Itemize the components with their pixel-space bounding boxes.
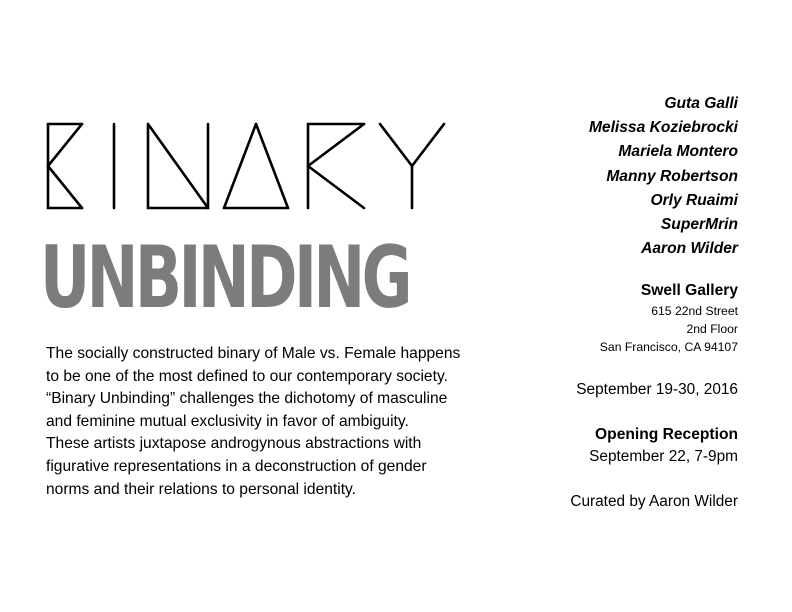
gallery-address-line: 2nd Floor xyxy=(686,322,738,337)
title-letter-b xyxy=(48,124,82,208)
reception-title: Opening Reception xyxy=(595,426,738,444)
description xyxy=(46,343,496,501)
artist-name: Guta Galli xyxy=(664,95,738,112)
title-letter-n xyxy=(148,124,208,208)
description-line: These artists juxtapose androgynous abstractions with xyxy=(46,435,422,453)
gallery-name: Swell Gallery xyxy=(640,282,738,300)
curator-credit: Curated by Aaron Wilder xyxy=(570,493,738,511)
artist-name: Orly Ruaimi xyxy=(650,191,738,209)
reception-date: September 22, 7-9pm xyxy=(589,448,738,466)
artist-name: Aaron Wilder xyxy=(641,240,738,258)
description-line: norms and their relations to personal identity. xyxy=(46,480,357,498)
event-info xyxy=(478,92,738,512)
title-unbinding-text: UNBINDING xyxy=(40,228,409,328)
description-line: and feminine mutual exclusivity in favor of ambiguity. xyxy=(46,412,409,430)
title-letter-r xyxy=(308,124,364,208)
title-unbinding xyxy=(40,228,409,328)
artist-name: Mariela Montero xyxy=(618,143,738,161)
description-line: The socially constructed binary of Male vs. Female happens xyxy=(46,345,461,362)
gallery-address-line: San Francisco, CA 94107 xyxy=(599,340,738,355)
exhibition-dates: September 19-30, 2016 xyxy=(576,381,738,399)
description-line: “Binary Unbinding” challenges the dichotomy of masculine xyxy=(46,390,448,408)
description-line: figurative representations in a deconstruction of gender xyxy=(46,457,427,475)
artist-name: Melissa Koziebrocki xyxy=(588,119,738,137)
description-line: to be one of the most defined to our contemporary society. xyxy=(46,367,448,385)
title-letter-a xyxy=(224,124,288,208)
title-letter-y xyxy=(380,124,444,208)
artist-list xyxy=(478,92,738,261)
title-binary xyxy=(46,120,446,212)
artist-name: Manny Robertson xyxy=(606,167,738,185)
artist-name: SuperMrin xyxy=(660,216,738,234)
gallery-address-line: 615 22nd Street xyxy=(651,304,738,319)
